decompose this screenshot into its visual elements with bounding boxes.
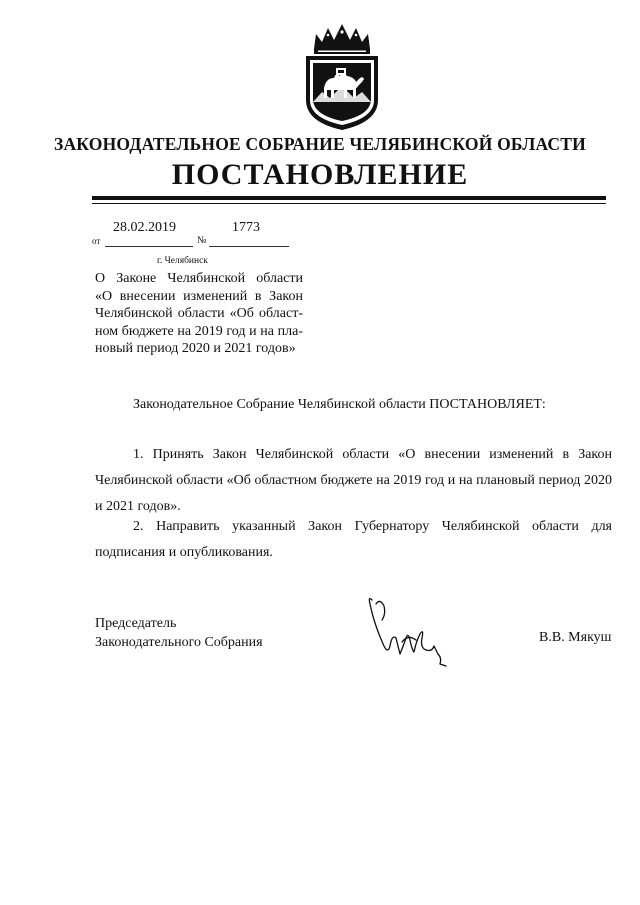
item-line: подписания и опубликования. <box>95 545 273 560</box>
item-line: и 2021 годов». <box>95 499 181 514</box>
item-line: Челябинской области «Об областном бюджете на 2019 год и на плановый период 2020 <box>95 473 612 488</box>
item-line: 2. Направить указанный Закон Губернатору Челябинской области для <box>133 519 612 534</box>
chelyabinsk-coat-of-arms-icon <box>300 22 384 132</box>
resolution-item-1 <box>95 442 612 520</box>
signatory-name: В.В. Мякуш <box>539 630 612 645</box>
subject-line: «О внесении изменений в Закон <box>95 288 303 304</box>
subject-line: ном бюджете на 2019 год и на пла- <box>95 323 303 339</box>
document-number: 1773 <box>232 220 260 235</box>
number-label: № <box>197 235 207 246</box>
signatory-position-line: Председатель <box>95 616 177 631</box>
handwritten-signature <box>362 594 458 668</box>
organization-name: ЗАКОНОДАТЕЛЬНОЕ СОБРАНИЕ ЧЕЛЯБИНСКОЙ ОБЛАСТИ <box>54 134 586 154</box>
signatory-position <box>95 614 263 652</box>
subject-line: Челябинской области «Об област- <box>95 306 303 322</box>
date-underline <box>105 246 193 247</box>
item-line: 1. Принять Закон Челябинской области «О внесении изменений в Закон <box>133 447 612 462</box>
subject-line: О Законе Челябинской области <box>95 271 303 286</box>
subject-line: новый период 2020 и 2021 годов» <box>95 341 296 357</box>
resolution-item-2 <box>95 514 612 566</box>
number-underline <box>209 246 289 247</box>
document-subject <box>95 270 303 358</box>
city-label: г. Челябинск <box>157 256 208 266</box>
header-rule-thin <box>92 203 606 204</box>
header-rule-thick <box>92 196 606 200</box>
date-label: от <box>92 236 101 246</box>
resolution-statement: Законодательное Собрание Челябинской области ПОСТАНОВЛЯЕТ: <box>133 397 546 412</box>
document-type-title: ПОСТАНОВЛЕНИЕ <box>171 158 469 191</box>
document-date: 28.02.2019 <box>113 220 176 235</box>
signatory-position-line: Законодательного Собрания <box>95 635 263 650</box>
